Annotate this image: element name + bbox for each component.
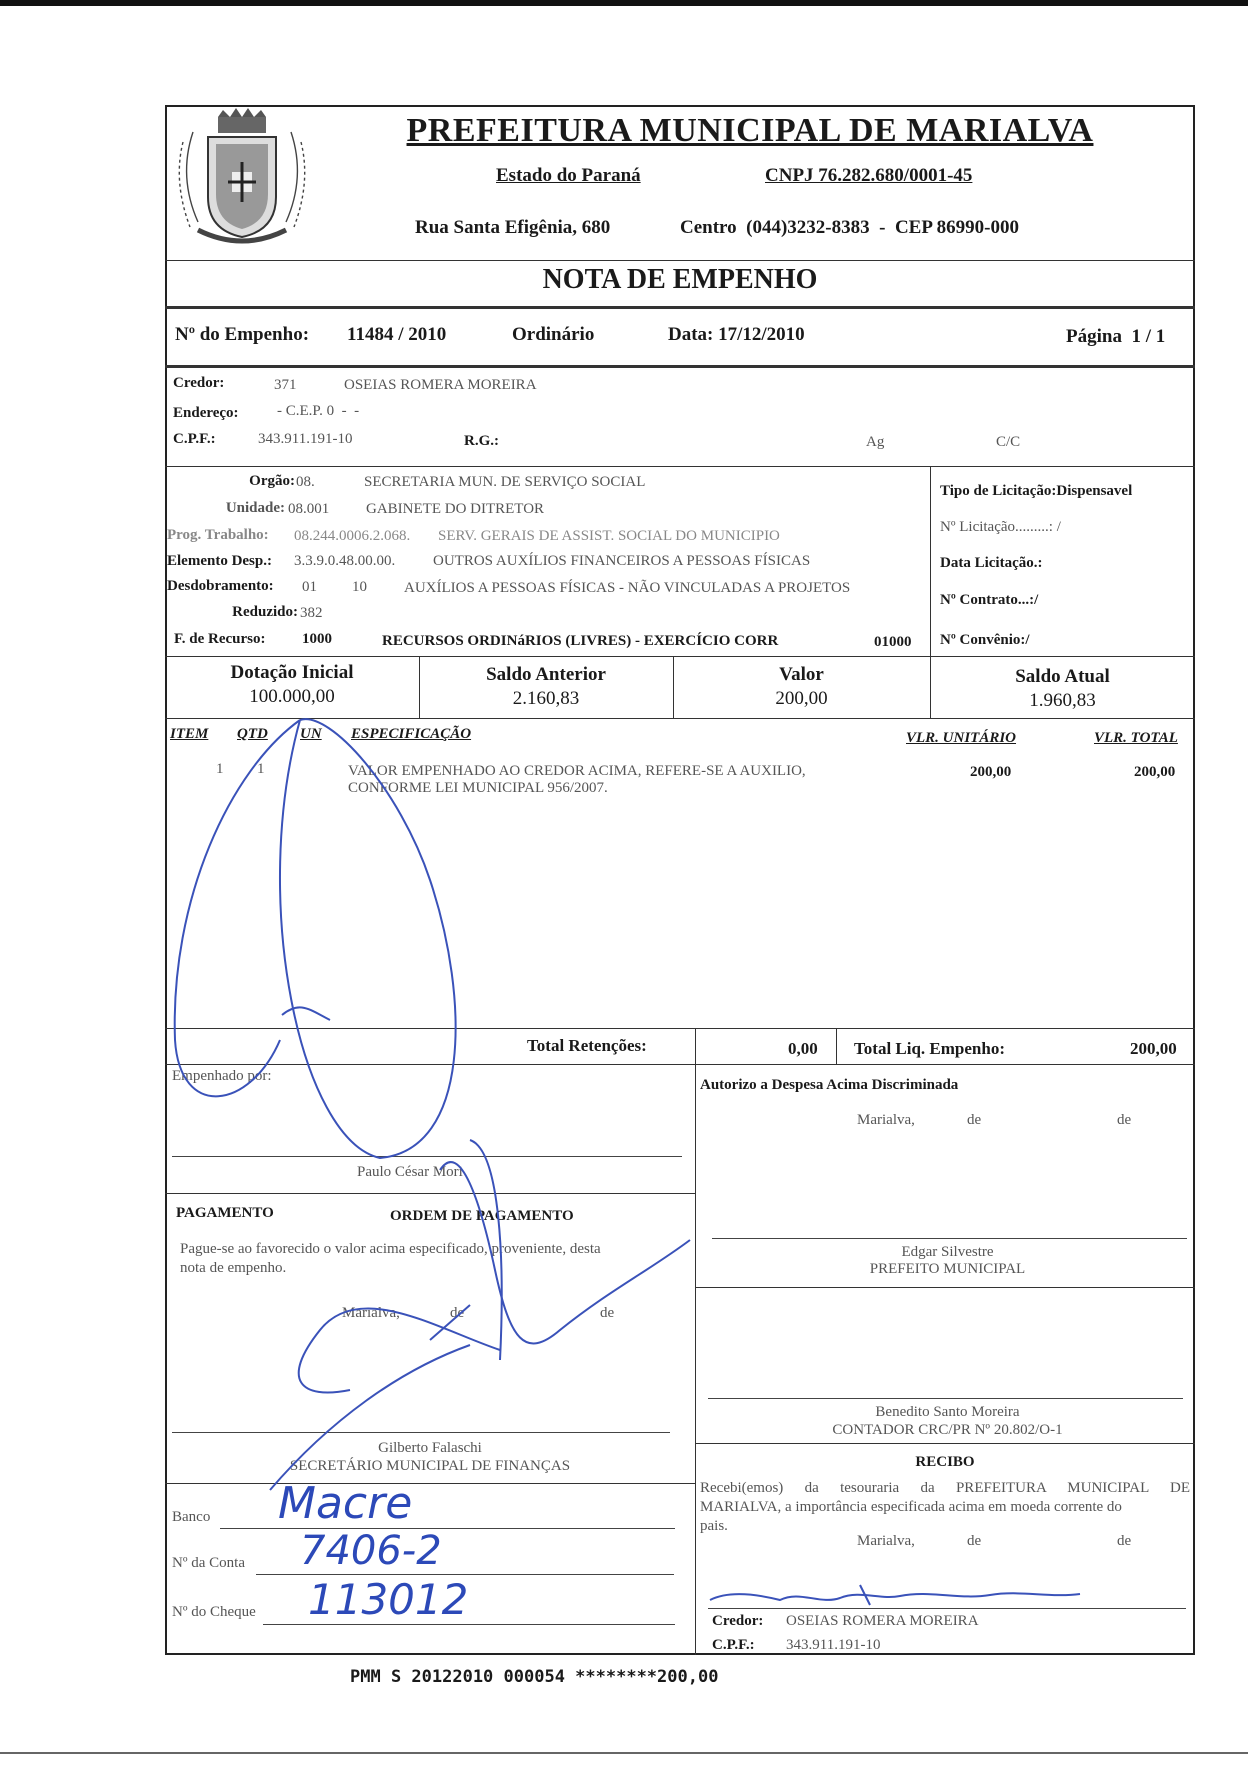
item-number: 1	[216, 761, 224, 777]
cnpj: CNPJ 76.282.680/0001-45	[765, 165, 973, 186]
unidade-name: GABINETE DO DITRETOR	[366, 501, 545, 517]
unidade-label: Unidade:	[225, 500, 285, 516]
empenho-type: Ordinário	[512, 324, 595, 345]
desdobramento-label: Desdobramento:	[167, 578, 274, 594]
signature-line	[712, 1238, 1187, 1239]
autorizo-label: Autorizo a Despesa Acima Discriminada	[700, 1077, 959, 1093]
item-total-value: 200,00	[1134, 764, 1176, 780]
saldo-anterior-label: Saldo Anterior	[486, 664, 606, 685]
orgao-label: Orgão:	[249, 473, 295, 489]
pagamento-de1: de	[450, 1305, 465, 1321]
tipo-licitacao: Tipo de Licitação:Dispensavel	[940, 483, 1133, 499]
divider	[165, 365, 1195, 368]
recibo-de2: de	[1117, 1533, 1132, 1549]
item-unit-value: 200,00	[970, 764, 1012, 780]
elemento-name: OUTROS AUXÍLIOS FINANCEIROS A PESSOAS FÍSICAS	[433, 553, 811, 569]
item-qtd: 1	[257, 761, 265, 777]
ordem-pagamento-label: ORDEM DE PAGAMENTO	[390, 1208, 574, 1224]
numero-convenio: Nº Convênio:/	[940, 632, 1030, 648]
contador-name: Benedito Santo Moreira	[875, 1404, 1020, 1420]
recurso-name: RECURSOS ORDINáRIOS (LIVRES) - EXERCÍCIO CORR	[382, 633, 779, 649]
liq-empenho-value: 200,00	[1130, 1039, 1177, 1058]
unidade-code: 08.001	[288, 501, 330, 517]
orgao-name: SECRETARIA MUN. DE SERVIÇO SOCIAL	[364, 474, 646, 490]
desdobramento-name: AUXÍLIOS A PESSOAS FÍSICAS - NÃO VINCULADAS A PROJETOS	[404, 580, 851, 596]
saldo-atual-label: Saldo Atual	[1015, 666, 1110, 687]
conta-label: Nº da Conta	[172, 1555, 245, 1571]
recibo-credor-name: OSEIAS ROMERA MOREIRA	[786, 1613, 979, 1629]
divider	[695, 1287, 1195, 1288]
recibo-cpf-value: 343.911.191-10	[786, 1637, 881, 1653]
signature-line	[708, 1398, 1183, 1399]
divider	[695, 1064, 696, 1655]
page-number: Página 1 / 1	[1066, 326, 1166, 347]
orgao-code: 08.	[296, 474, 315, 490]
col-item: ITEM	[170, 726, 209, 742]
divider	[165, 1193, 695, 1194]
col-especificacao: ESPECIFICAÇÃO	[351, 726, 472, 742]
credor-name: OSEIAS ROMERA MOREIRA	[344, 377, 537, 393]
numero-contrato: Nº Contrato...:/	[940, 592, 1039, 608]
cheque-label: Nº do Cheque	[172, 1604, 256, 1620]
prefeito-role: PREFEITO MUNICIPAL	[869, 1261, 1026, 1277]
rg-label: R.G.:	[464, 433, 499, 449]
reduzido-value: 382	[300, 605, 323, 621]
item-description: VALOR EMPENHADO AO CREDOR ACIMA, REFERE-SE A AUXILIO,	[348, 763, 806, 779]
secretario-role: SECRETÁRIO MUNICIPAL DE FINANÇAS	[289, 1458, 571, 1474]
divider	[165, 260, 1195, 261]
divider	[695, 1443, 1195, 1444]
recurso-code: 1000	[302, 631, 332, 647]
prefeito-name: Edgar Silvestre	[901, 1244, 994, 1260]
item-description-cont: CONFORME LEI MUNICIPAL 956/2007.	[348, 780, 608, 796]
endereco-label: Endereço:	[173, 405, 239, 421]
footer-code: PMM S 20122010 000054 ********200,00	[350, 1667, 719, 1687]
numero-licitacao: Nº Licitação.........: /	[940, 519, 1061, 535]
col-unit-value: VLR. UNITÁRIO	[906, 730, 1017, 746]
cheque-value: 113012	[308, 1575, 469, 1624]
elemento-code: 3.3.9.0.48.00.00.	[294, 553, 396, 569]
empenho-date: Data: 17/12/2010	[668, 324, 805, 345]
scan-bottom-edge	[0, 1752, 1248, 1754]
empenhado-signer: Paulo César Mori	[357, 1164, 463, 1180]
divider	[165, 466, 1195, 467]
page-title: PREFEITURA MUNICIPAL DE MARIALVA	[406, 112, 1094, 149]
contador-role: CONTADOR CRC/PR Nº 20.802/O-1	[832, 1422, 1063, 1438]
conta-value: 7406-2	[300, 1528, 442, 1574]
prog-code: 08.244.0006.2.068.	[294, 528, 411, 544]
empenho-number: 11484 / 2010	[347, 324, 447, 345]
endereco: - C.E.P. 0 - -	[277, 403, 360, 419]
valor-label: Valor	[779, 664, 824, 685]
ag-label: Ag	[866, 434, 885, 450]
recibo-credor-label: Credor:	[712, 1613, 764, 1629]
valor-value: 200,00	[775, 688, 828, 709]
divider	[930, 466, 931, 656]
banco-value: Macre	[278, 1478, 413, 1529]
col-qtd: QTD	[237, 726, 268, 742]
saldo-anterior-value: 2.160,83	[512, 688, 580, 709]
cpf-value: 343.911.191-10	[258, 431, 353, 447]
recibo-label: RECIBO	[915, 1454, 975, 1470]
signature-line	[708, 1608, 1186, 1609]
liq-empenho-label: Total Liq. Empenho:	[854, 1039, 1005, 1058]
retencoes-value: 0,00	[788, 1039, 818, 1058]
divider	[695, 1028, 696, 1064]
signature-line	[172, 1432, 670, 1433]
recibo-de1: de	[967, 1533, 982, 1549]
cc-label: C/C	[996, 434, 1021, 450]
signature-line	[172, 1156, 682, 1157]
elemento-label: Elemento Desp.:	[167, 553, 272, 569]
divider	[165, 718, 1195, 719]
divider	[165, 1028, 1195, 1029]
coat-of-arms-icon	[168, 102, 316, 252]
empenho-number-label: Nº do Empenho:	[175, 324, 310, 345]
state-name: Estado do Paraná	[496, 165, 641, 186]
scan-top-edge	[0, 0, 1248, 6]
divider	[165, 1064, 1195, 1065]
recibo-text-cont: MARIALVA, a importância especificada acima em moeda corrente do	[700, 1499, 1122, 1515]
divider	[165, 656, 1195, 657]
credor-code: 371	[274, 377, 297, 393]
autorizo-de2: de	[1117, 1112, 1132, 1128]
recibo-text-end: pais.	[700, 1518, 728, 1534]
dotacao-label: Dotação Inicial	[230, 662, 354, 683]
reduzido-label: Reduzido:	[232, 604, 298, 620]
pagamento-text: Pague-se ao favorecido o valor acima especificado, proveniente, desta	[180, 1241, 601, 1257]
recurso-label: F. de Recurso:	[174, 631, 266, 647]
pagamento-label: PAGAMENTO	[176, 1205, 274, 1221]
recurso-code2: 01000	[874, 634, 912, 650]
banco-label: Banco	[172, 1509, 211, 1525]
contact-info: Centro (044)3232-8383 - CEP 86990-000	[680, 217, 1019, 238]
desdobramento-code2: 10	[352, 579, 367, 595]
recibo-text: Recebi(emos) da tesouraria da PREFEITURA MUNICIPAL DE	[700, 1480, 1190, 1496]
pagamento-place: Marialva,	[342, 1305, 400, 1321]
credor-label: Credor:	[173, 375, 225, 391]
col-un: UN	[300, 726, 322, 742]
pagamento-de2: de	[600, 1305, 615, 1321]
desdobramento-code1: 01	[302, 579, 317, 595]
address: Rua Santa Efigênia, 680	[415, 217, 611, 238]
col-total-value: VLR. TOTAL	[1094, 730, 1178, 746]
autorizo-de1: de	[967, 1112, 982, 1128]
saldo-atual-value: 1.960,83	[1029, 690, 1096, 711]
divider	[836, 1028, 837, 1064]
prog-label: Prog. Trabalho:	[167, 527, 269, 543]
secretario-name: Gilberto Falaschi	[378, 1440, 482, 1456]
retencoes-label: Total Retenções:	[527, 1036, 647, 1055]
data-licitacao: Data Licitação.:	[940, 555, 1043, 571]
divider	[165, 306, 1195, 309]
autorizo-place: Marialva,	[857, 1112, 915, 1128]
prog-name: SERV. GERAIS DE ASSIST. SOCIAL DO MUNICIPIO	[438, 528, 780, 544]
divider	[165, 1483, 695, 1484]
pagamento-text-cont: nota de empenho.	[180, 1260, 287, 1276]
cpf-label: C.P.F.:	[173, 431, 216, 447]
empenhado-por-label: Empenhado por:	[172, 1068, 272, 1084]
cheque-line	[263, 1624, 675, 1625]
dotacao-value: 100.000,00	[249, 686, 335, 707]
recibo-cpf-label: C.P.F.:	[712, 1637, 755, 1653]
recibo-place: Marialva,	[857, 1533, 915, 1549]
document-title: NOTA DE EMPENHO	[542, 264, 818, 295]
